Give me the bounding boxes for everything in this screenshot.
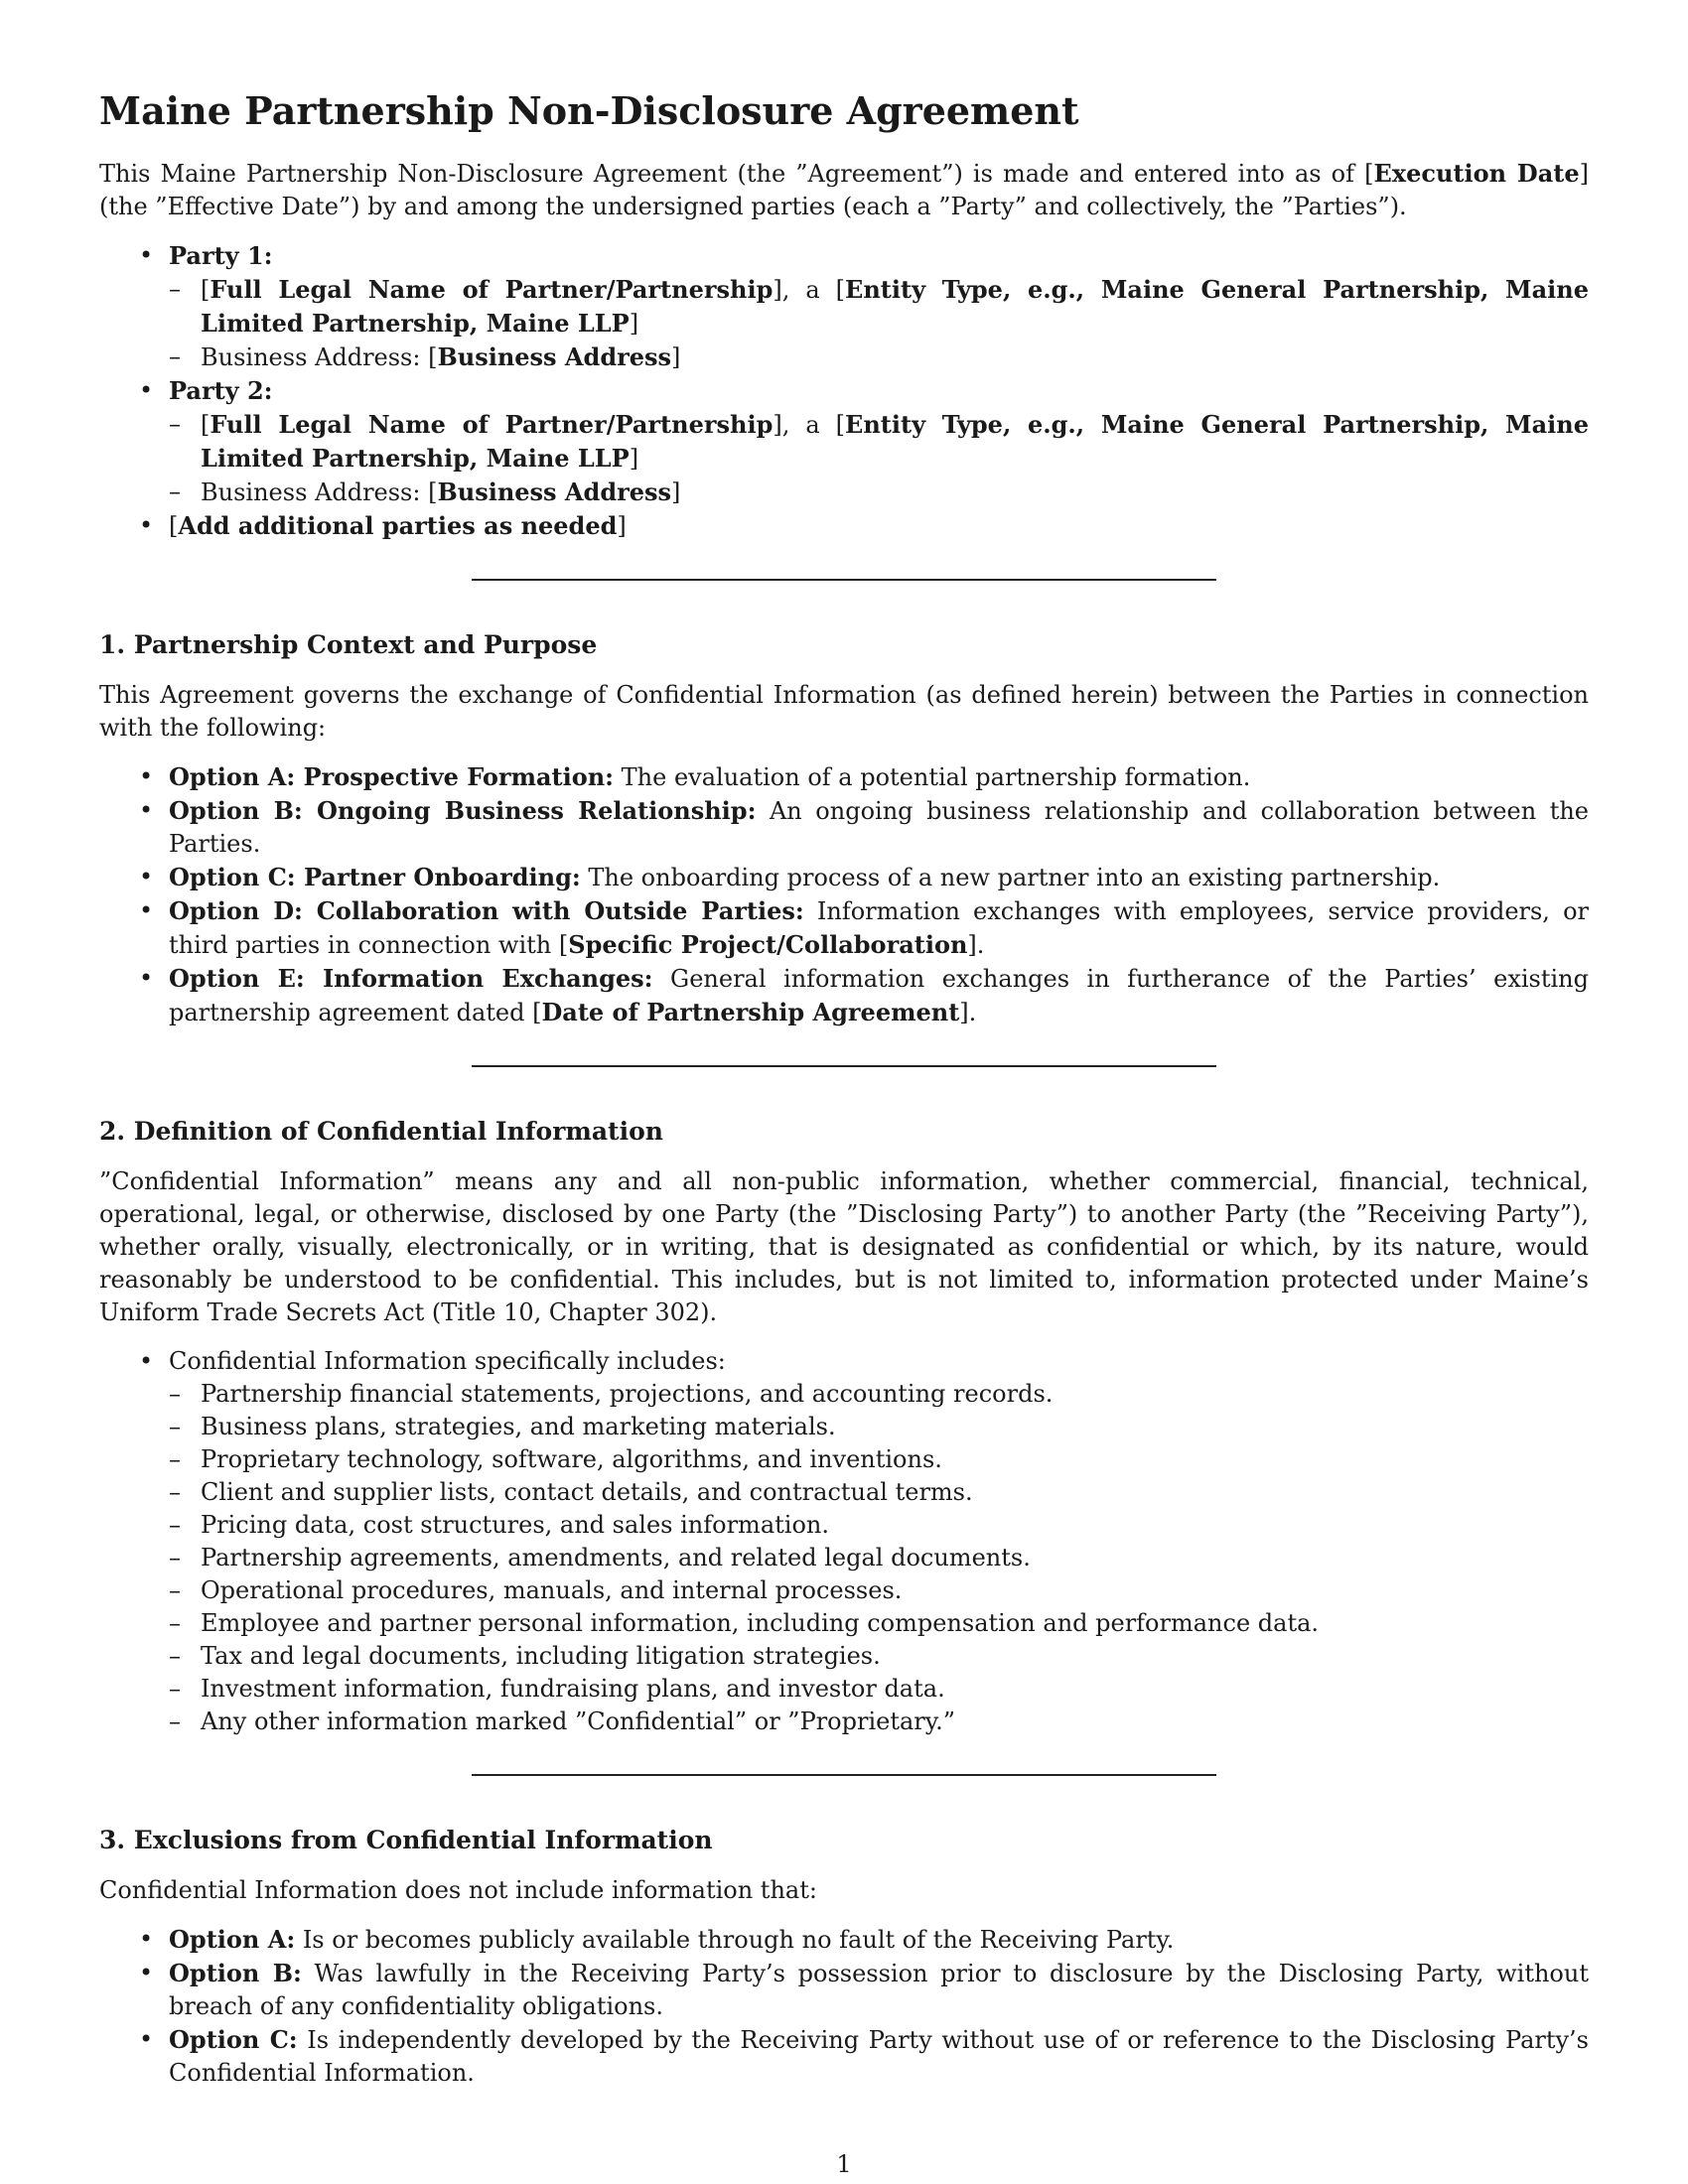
section-divider bbox=[472, 1065, 1216, 1067]
party-label: Party 1: bbox=[169, 241, 273, 270]
document-page bbox=[99, 87, 1589, 2090]
sub-list-item: – Investment information, fundraising plans, and investor data. bbox=[169, 1673, 1589, 1706]
sub-list-item: – Partnership financial statements, projections, and accounting records. bbox=[169, 1378, 1589, 1411]
party-label: Party 2: bbox=[169, 376, 273, 405]
sub-list-item: – Client and supplier lists, contact details, and contractual terms. bbox=[169, 1476, 1589, 1509]
list-item: • Option C: Partner Onboarding: The onboarding process of a new partner into an existing partnership. bbox=[99, 861, 1589, 894]
options-list bbox=[99, 760, 1589, 1029]
sub-list-item: – Operational procedures, manuals, and internal processes. bbox=[169, 1574, 1589, 1607]
section-heading: 1. Partnership Context and Purpose bbox=[99, 630, 598, 659]
sub-list-item: – Business plans, strategies, and marketing materials. bbox=[169, 1411, 1589, 1443]
section-divider bbox=[472, 579, 1216, 581]
execution-date-placeholder: Execution Date bbox=[1373, 159, 1580, 188]
page-number: 1 bbox=[836, 2150, 852, 2178]
intro-paragraph: This Maine Partnership Non-Disclosure Agreement (the ”Agreement”) is made and entered into as of [Execution Date] (the ”Effective Date”) by and among the undersigned parties (each a ”Party” and collectively, the ”Parties”). bbox=[99, 159, 1589, 220]
party-entity-line: – [Full Legal Name of Partner/Partnership], a [Entity Type, e.g., Maine General Partnership, Maine Limited Partnership, Maine LLP] bbox=[169, 273, 1589, 341]
parties-list bbox=[99, 239, 1589, 543]
section-3 bbox=[99, 1824, 1589, 2090]
list-item: • Option B: Was lawfully in the Receiving Party’s possession prior to disclosure by the Disclosing Party, without breach of any confidentiality obligations. bbox=[99, 1957, 1589, 2023]
document-title: Maine Partnership Non-Disclosure Agreement bbox=[99, 88, 1079, 133]
sub-list-item: – Proprietary technology, software, algorithms, and inventions. bbox=[169, 1443, 1589, 1476]
list-item: • Option B: Ongoing Business Relationship: An ongoing business relationship and collaboration between the Parties. bbox=[99, 794, 1589, 861]
section-intro: Confidential Information does not include information that: bbox=[99, 1876, 817, 1904]
party-entity-line: – [Full Legal Name of Partner/Partnership], a [Entity Type, e.g., Maine General Partnership, Maine Limited Partnership, Maine LLP] bbox=[169, 408, 1589, 476]
section-intro: ”Confidential Information” means any and all non-public information, whether commercial, financial, technical, operational, legal, or otherwise, disclosed by one Party (the ”Disclosing Party”) to another Party (the ”Receiving Party”), whether orally, visually, electronically, or in writing, that is designated as confidential or which, by its nature, would reasonably be understood to be confidential. This includes, but is not limited to, information protected under Maine’s Uniform Trade Secrets Act (Title 10, Chapter 302). bbox=[99, 1167, 1589, 1326]
add-parties-item: • [Add additional parties as needed] bbox=[99, 509, 1589, 543]
section-intro: This Agreement governs the exchange of Confidential Information (as defined herein) between the Parties in connection with the following: bbox=[99, 681, 1589, 742]
section-2 bbox=[99, 1115, 1589, 1738]
party-item bbox=[99, 239, 1589, 374]
section-heading: 3. Exclusions from Confidential Information bbox=[99, 1826, 713, 1854]
list-item: • Confidential Information specifically includes: – Partnership financial statements, projections, and accounting records. – Business plans, strategies, and marketing materials. – Proprietary technology, software, algorithms, and inventions. – Client and supplier lists, contact details, and contractual terms. – Pricing data, cost structures, and sales information. – Partnership agreements, amendments, and related legal documents. – Operational procedures, manuals, and internal processes. – Employee and partner personal information, including compensation and performance data. – Tax and legal documents, including litigation strategies. – Investment information, fundraising plans, and investor data. – Any other information marked ”Confidential” or ”Proprietary.” bbox=[99, 1345, 1589, 1738]
sub-list-item: – Partnership agreements, amendments, and related legal documents. bbox=[169, 1542, 1589, 1574]
party-address-line: – Business Address: [Business Address] bbox=[169, 476, 1589, 509]
includes-list bbox=[99, 1345, 1589, 1738]
sub-list-item: – Pricing data, cost structures, and sales information. bbox=[169, 1509, 1589, 1542]
list-item: • Option D: Collaboration with Outside Parties: Information exchanges with employees, service providers, or third parties in connection with [Specific Project/Collaboration]. bbox=[99, 894, 1589, 962]
section-divider bbox=[472, 1774, 1216, 1776]
list-item: • Option A: Is or becomes publicly available through no fault of the Receiving Party. bbox=[99, 1923, 1589, 1957]
sub-list-item: – Tax and legal documents, including litigation strategies. bbox=[169, 1640, 1589, 1673]
sub-list-item: – Employee and partner personal information, including compensation and performance data. bbox=[169, 1607, 1589, 1640]
list-item: • Option A: Prospective Formation: The evaluation of a potential partnership formation. bbox=[99, 760, 1589, 794]
exclusions-list bbox=[99, 1923, 1589, 2090]
party-address-line: – Business Address: [Business Address] bbox=[169, 341, 1589, 374]
sub-list-item: – Any other information marked ”Confidential” or ”Proprietary.” bbox=[169, 1706, 1589, 1738]
section-heading: 2. Definition of Confidential Information bbox=[99, 1117, 663, 1146]
party-item bbox=[99, 374, 1589, 509]
list-item: • Option E: Information Exchanges: General information exchanges in furtherance of the Parties’ existing partnership agreement dated [Date of Partnership Agreement]. bbox=[99, 962, 1589, 1029]
section-1 bbox=[99, 628, 1589, 1029]
list-item: • Option C: Is independently developed by the Receiving Party without use of or reference to the Disclosing Party’s Confidential Information. bbox=[99, 2023, 1589, 2090]
